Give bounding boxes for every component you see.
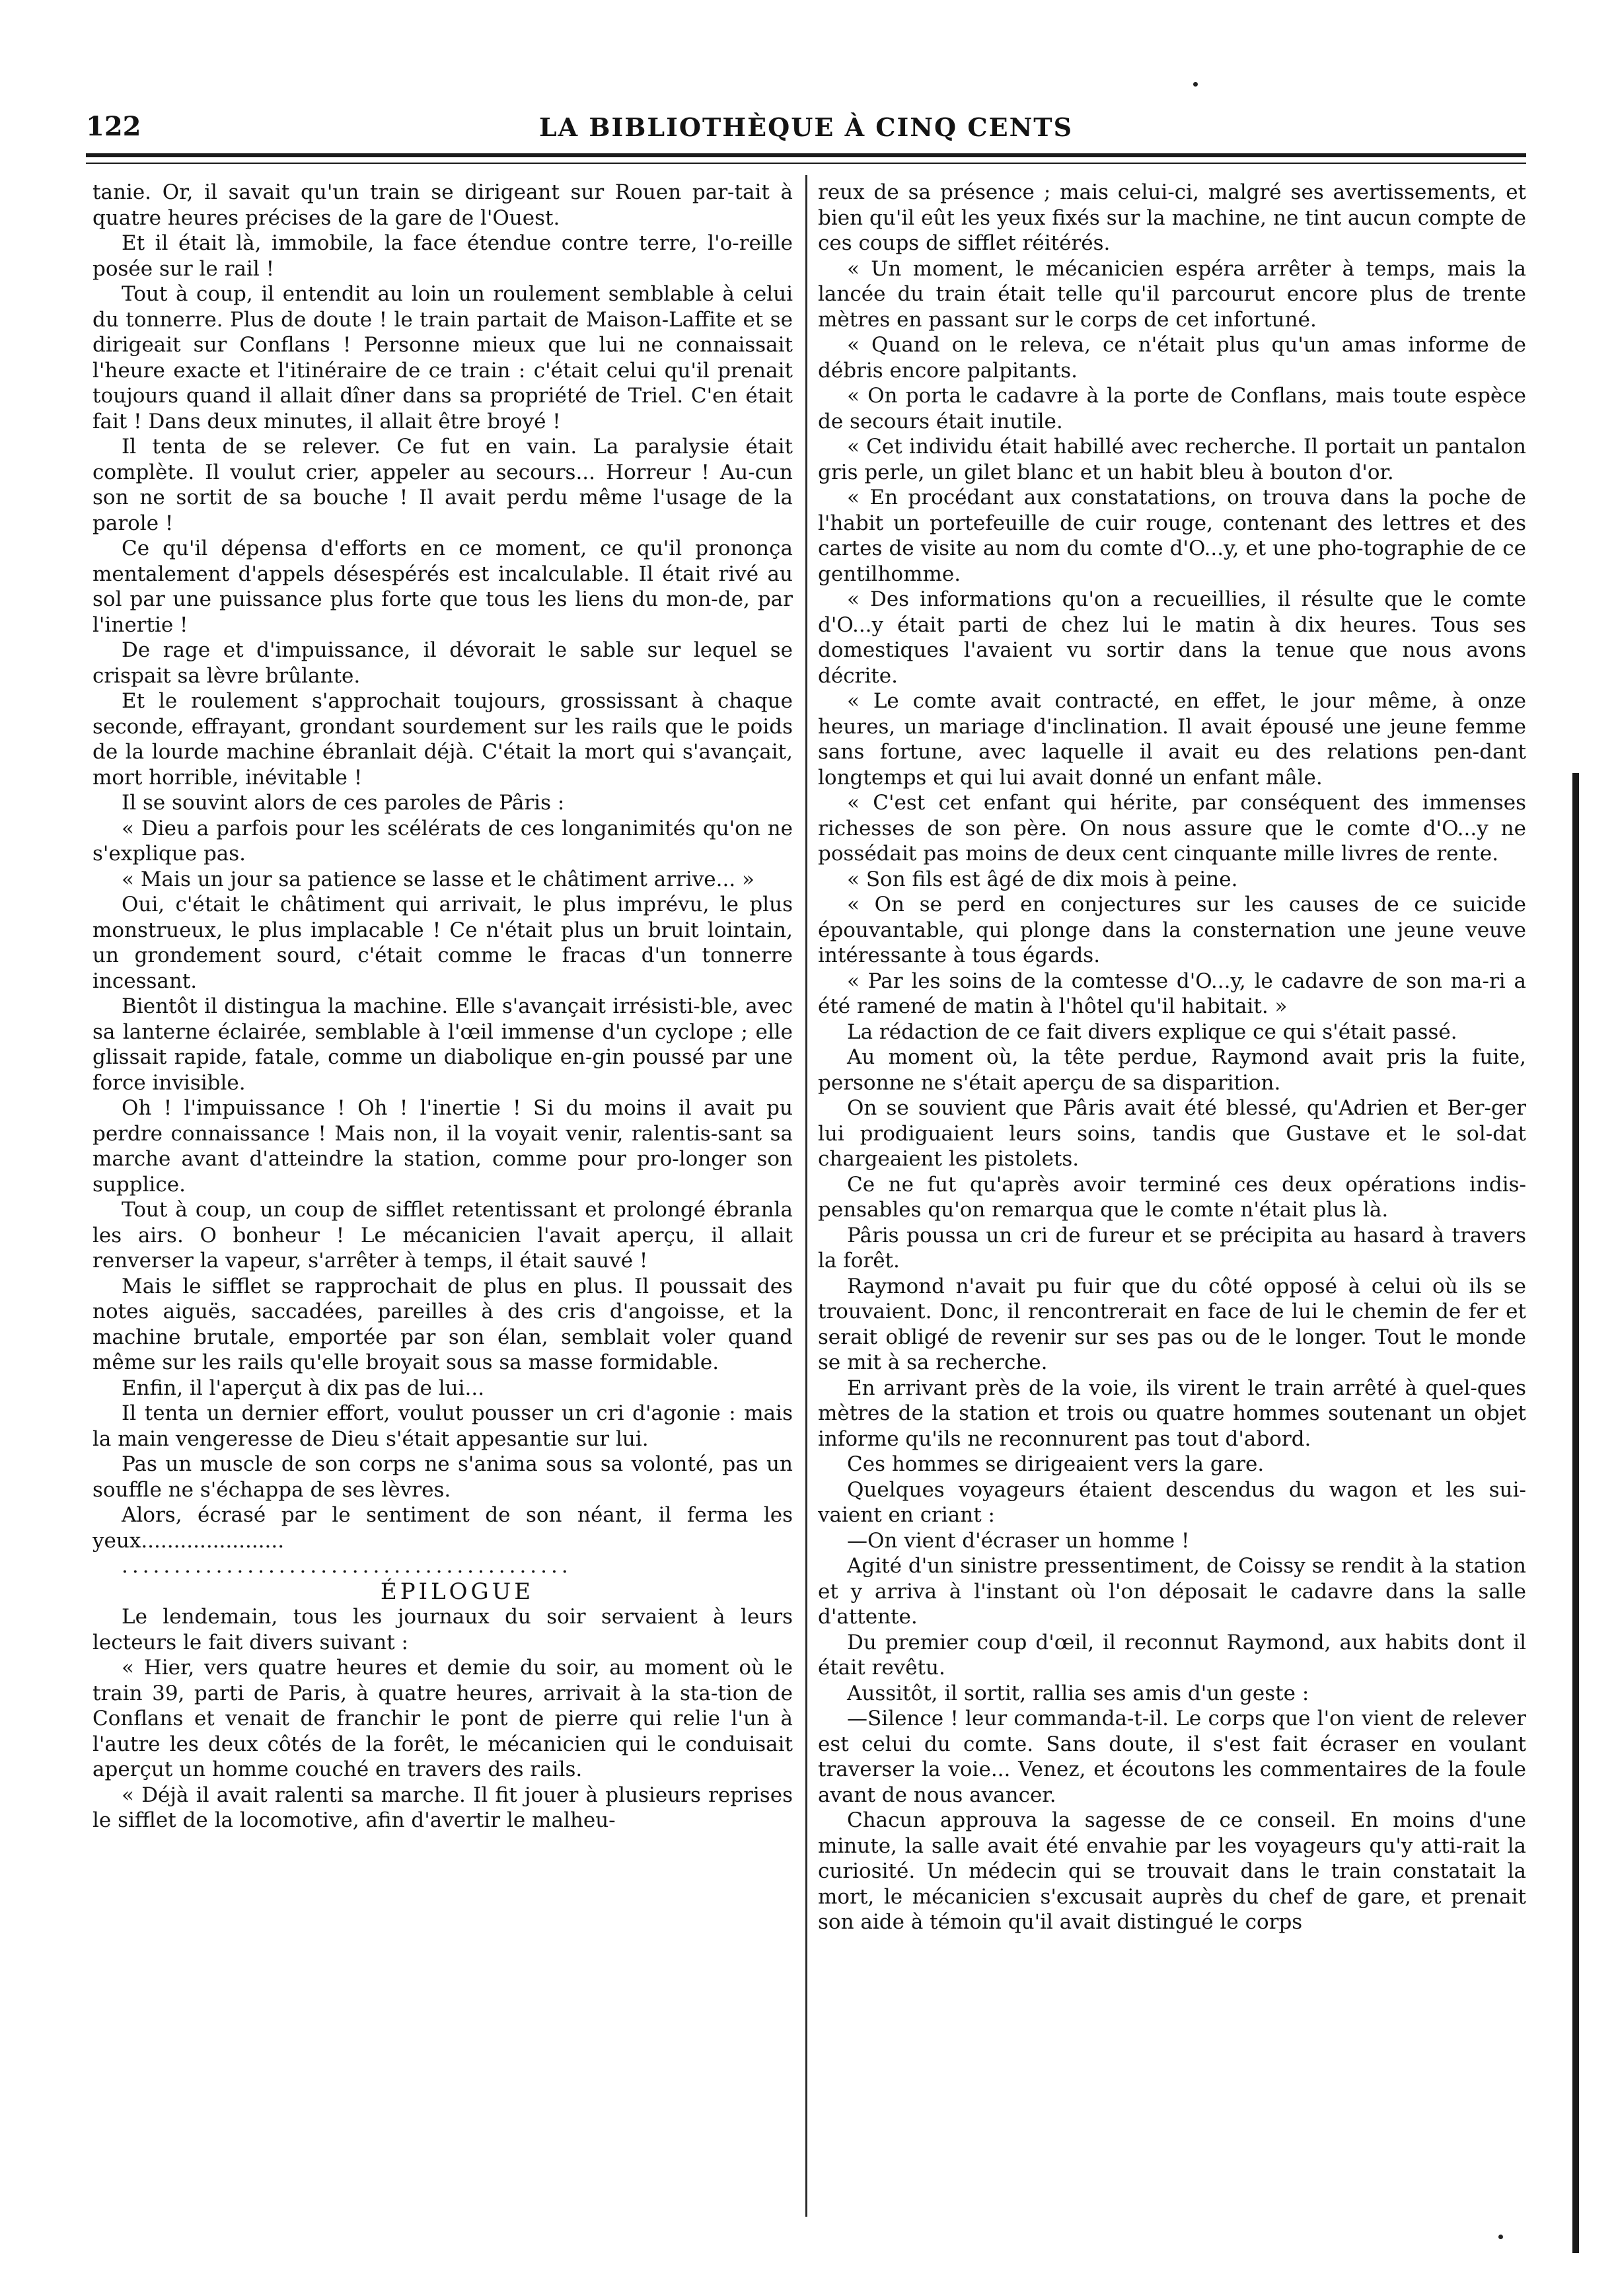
paragraph: Ce ne fut qu'après avoir terminé ces deux opérations indis-pensables qu'on remarqua que le comte n'était plus là. — [818, 1172, 1526, 1222]
paragraph: Et le roulement s'approchait toujours, grossissant à chaque seconde, effrayant, grondant sourdement sur les rails que le poids de la lourde machine ébranlait déjà. C'était la mort qui s'avançait, mort horrible, inévitable ! — [92, 689, 793, 790]
paragraph: En arrivant près de la voie, ils virent le train arrêté à quel-ques mètres de la station et trois ou quatre hommes soutenant un objet informe qu'ils ne reconnurent pas tout d'abord. — [818, 1376, 1526, 1451]
paragraph: Il tenta un dernier effort, voulut pousser un cri d'agonie : mais la main vengeresse de Dieu s'était appesantie sur lui. — [92, 1401, 793, 1451]
paragraph: Le lendemain, tous les journaux du soir servaient à leurs lecteurs le fait divers suivant : — [92, 1605, 793, 1654]
print-speck — [1498, 2235, 1503, 2239]
paragraph: Bientôt il distingua la machine. Elle s'avançait irrésisti-ble, avec sa lanterne éclairée, semblable à l'œil immense d'un cyclope ; elle glissait rapide, fatale, comme un diabolique en-gin poussé par une force invisible. — [92, 994, 793, 1095]
paragraph: « C'est cet enfant qui hérite, par conséquent des immenses richesses de son père. On nous assure que le comte d'O...y ne possédait pas moins de deux cent cinquante mille livres de rente. — [818, 791, 1526, 866]
paragraph: Oh ! l'impuissance ! Oh ! l'inertie ! Si du moins il avait pu perdre connaissance ! Mais non, il la voyait venir, ralentis-sant sa marche avant d'atteindre la station, comme pour pro-longer son supplice. — [92, 1096, 793, 1197]
running-title: LA BIBLIOTHÈQUE À CINQ CENTS — [538, 112, 1074, 142]
binding-edge-mark — [1572, 773, 1579, 2253]
section-title: ÉPILOGUE — [380, 1578, 534, 1605]
paragraph: —Silence ! leur commanda-t-il. Le corps que l'on vient de relever est celui du comte. Sans doute, il s'est fait écraser en voulant traverser la voie... Venez, et écoutons les commentaires de la foule avant de nous avancer. — [818, 1707, 1526, 1807]
paragraph: « On porta le cadavre à la porte de Conflans, mais toute espèce de secours était inutile. — [818, 384, 1526, 433]
paragraph: Agité d'un sinistre pressentiment, de Coissy se rendit à la station et y arriva à l'instant où l'on déposait le cadavre dans la salle d'attente. — [818, 1554, 1526, 1629]
paragraph: « On se perd en conjectures sur les causes de ce suicide épouvantable, qui plonge dans la consternation une jeune veuve intéressante à tous égards. — [818, 893, 1526, 967]
header-rule-thin — [86, 163, 1526, 164]
page-header — [86, 106, 1526, 145]
paragraph: Il se souvint alors de ces paroles de Pâris : — [122, 791, 565, 815]
paragraph: On se souvient que Pâris avait été blessé, qu'Adrien et Ber-ger lui prodiguaient leurs soins, tandis que Gustave et le sol-dat chargeaient les pistolets. — [818, 1096, 1526, 1171]
column-divider — [805, 175, 807, 2217]
paragraph: « Son fils est âgé de dix mois à peine. — [847, 867, 1238, 891]
paragraph-text: Alors, écrasé par le sentiment de son néant, il ferma les yeux — [92, 1503, 793, 1553]
paragraph — [92, 1502, 793, 1553]
page-number: 122 — [86, 111, 141, 142]
left-column — [92, 180, 793, 2215]
paragraph: Du premier coup d'œil, il reconnut Raymond, aux habits dont il était revêtu. — [818, 1630, 1526, 1680]
right-column — [818, 180, 1526, 2215]
paragraph: Et il était là, immobile, la face étendue contre terre, l'o-reille posée sur le rail ! — [92, 231, 793, 281]
paragraph: Enfin, il l'aperçut à dix pas de lui... — [122, 1376, 485, 1400]
paragraph: —On vient d'écraser un homme ! — [847, 1528, 1190, 1553]
paragraph: Tout à coup, il entendit au loin un roulement semblable à celui du tonnerre. Plus de doute ! le train partait de Maison-Laffite et se dirigeait sur Conflans ! Personne mieux que lui ne connaissait l'heure exacte et l'itinéraire de ce train : c'était celui qu'il prenait toujours quand il allait dîner dans sa propriété de Triel. C'en était fait ! Dans deux minutes, il allait être broyé ! — [92, 282, 793, 433]
paragraph: Raymond n'avait pu fuir que du côté opposé à celui où ils se trouvaient. Donc, il rencontrerait en face de lui le chemin de fer et serait obligé de revenir sur ses pas ou de le longer. Tout le monde se mit à sa recherche. — [818, 1274, 1526, 1374]
paragraph: Au moment où, la tête perdue, Raymond avait pris la fuite, personne ne s'était aperçu de sa disparition. — [818, 1045, 1526, 1095]
paragraph: La rédaction de ce fait divers explique ce qui s'était passé. — [847, 1019, 1457, 1044]
paragraph: « Cet individu était habillé avec recherche. Il portait un pantalon gris perle, un gilet blanc et un habit bleu à bouton d'or. — [818, 435, 1526, 484]
ellipsis-line: ........................................... — [122, 1554, 572, 1578]
paragraph: De rage et d'impuissance, il dévorait le sable sur lequel se crispait sa lèvre brûlante. — [92, 638, 793, 688]
paragraph: « Dieu a parfois pour les scélérats de ces longanimités qu'on ne s'explique pas. — [92, 816, 793, 866]
paragraph: « En procédant aux constatations, on trouva dans la poche de l'habit un portefeuille de cuir rouge, contenant des lettres et des cartes de visite au nom du comte d'O...y, et une pho-tographie de ce gentilhomme. — [818, 486, 1526, 586]
paragraph: Pas un muscle de son corps ne s'anima sous sa volonté, pas un souffle ne s'échappa de ses lèvres. — [92, 1452, 793, 1502]
paragraph: Quelques voyageurs étaient descendus du wagon et les sui-vaient en criant : — [818, 1477, 1526, 1527]
paragraph: Mais le sifflet se rapprochait de plus en plus. Il poussait des notes aiguës, saccadées, pareilles à des cris d'angoisse, et la machine brutale, emportée par son élan, semblait voler quand même sur les rails qu'elle broyait sous sa masse formidable. — [92, 1274, 793, 1374]
paragraph: « Le comte avait contracté, en effet, le jour même, à onze heures, un mariage d'inclination. Il avait épousé une jeune femme sans fortune, avec laquelle il avait eu des relations pen-dant longtemps et qui lui avait donné un enfant mâle. — [818, 689, 1526, 790]
paragraph: tanie. Or, il savait qu'un train se dirigeant sur Rouen par-tait à quatre heures précises de la gare de l'Ouest. — [92, 180, 793, 230]
paragraph: Pâris poussa un cri de fureur et se précipita au hasard à travers la forêt. — [818, 1223, 1526, 1273]
paragraph: « Quand on le releva, ce n'était plus qu'un amas informe de débris encore palpitants. — [818, 333, 1526, 383]
header-rule-thick — [86, 153, 1526, 157]
paragraph: « Des informations qu'on a recueillies, il résulte que le comte d'O...y était parti de chez lui le matin à dix heures. Tous ses domestiques l'avaient vu sortir dans la tenue que nous avons décrite. — [818, 587, 1526, 688]
ellipsis-dots: ...................... — [141, 1528, 285, 1553]
paragraph: « Déjà il avait ralenti sa marche. Il fit jouer à plusieurs reprises le sifflet de la locomotive, afin d'avertir le malheu- — [92, 1783, 793, 1832]
paragraph: « Mais un jour sa patience se lasse et le châtiment arrive... » — [122, 867, 755, 891]
paragraph: Tout à coup, un coup de sifflet retentissant et prolongé ébranla les airs. O bonheur ! Le mécanicien l'avait aperçu, il allait renverser la vapeur, s'arrêter à temps, il était sauvé ! — [92, 1198, 793, 1273]
paragraph: reux de sa présence ; mais celui-ci, malgré ses avertissements, et bien qu'il eût les yeux fixés sur la machine, ne tint aucun compte de ces coups de sifflet réitérés. — [818, 180, 1526, 255]
paragraph: Oui, c'était le châtiment qui arrivait, le plus imprévu, le plus monstrueux, le plus implacable ! Ce n'était plus un bruit lointain, un grondement sourd, c'était comme le fracas d'un tonnerre incessant. — [92, 893, 793, 993]
paragraph: Il tenta de se relever. Ce fut en vain. La paralysie était complète. Il voulut crier, appeler au secours... Horreur ! Au-cun son ne sortit de sa bouche ! Il avait perdu même l'usage de la parole ! — [92, 435, 793, 535]
paragraph: « Par les soins de la comtesse d'O...y, le cadavre de son ma-ri a été ramené de matin à l'hôtel qu'il habitait. » — [818, 969, 1526, 1018]
print-speck — [1193, 82, 1198, 87]
paragraph: Chacun approuva la sagesse de ce conseil. En moins d'une minute, la salle avait été envahie par les voyageurs qu'y atti-rait la curiosité. Un médecin qui se trouvait dans le train constatait la mort, le mécanicien s'excusait auprès du chef de gare, et prenait son aide à témoin qu'il avait distingué le corps — [818, 1808, 1526, 1934]
paragraph: « Un moment, le mécanicien espéra arrêter à temps, mais la lancée du train était telle qu'il parcourut encore plus de trente mètres en passant sur le corps de cet infortuné. — [818, 256, 1526, 332]
paragraph: Ces hommes se dirigeaient vers la gare. — [847, 1452, 1265, 1476]
paragraph: Ce qu'il dépensa d'efforts en ce moment, ce qu'il prononça mentalement d'appels désespérés est incalculable. Il était rivé au sol par une puissance plus forte que tous les liens du mon-de, par l'inertie ! — [92, 537, 793, 637]
paragraph: « Hier, vers quatre heures et demie du soir, au moment où le train 39, parti de Paris, à quatre heures, arrivait à la sta-tion de Conflans et venait de franchir le pont de pierre qui relie l'un à l'autre les deux côtés de la forêt, le mécanicien qui le conduisait aperçut un homme couché en travers des rails. — [92, 1656, 793, 1781]
paragraph: Aussitôt, il sortit, rallia ses amis d'un geste : — [847, 1681, 1309, 1705]
